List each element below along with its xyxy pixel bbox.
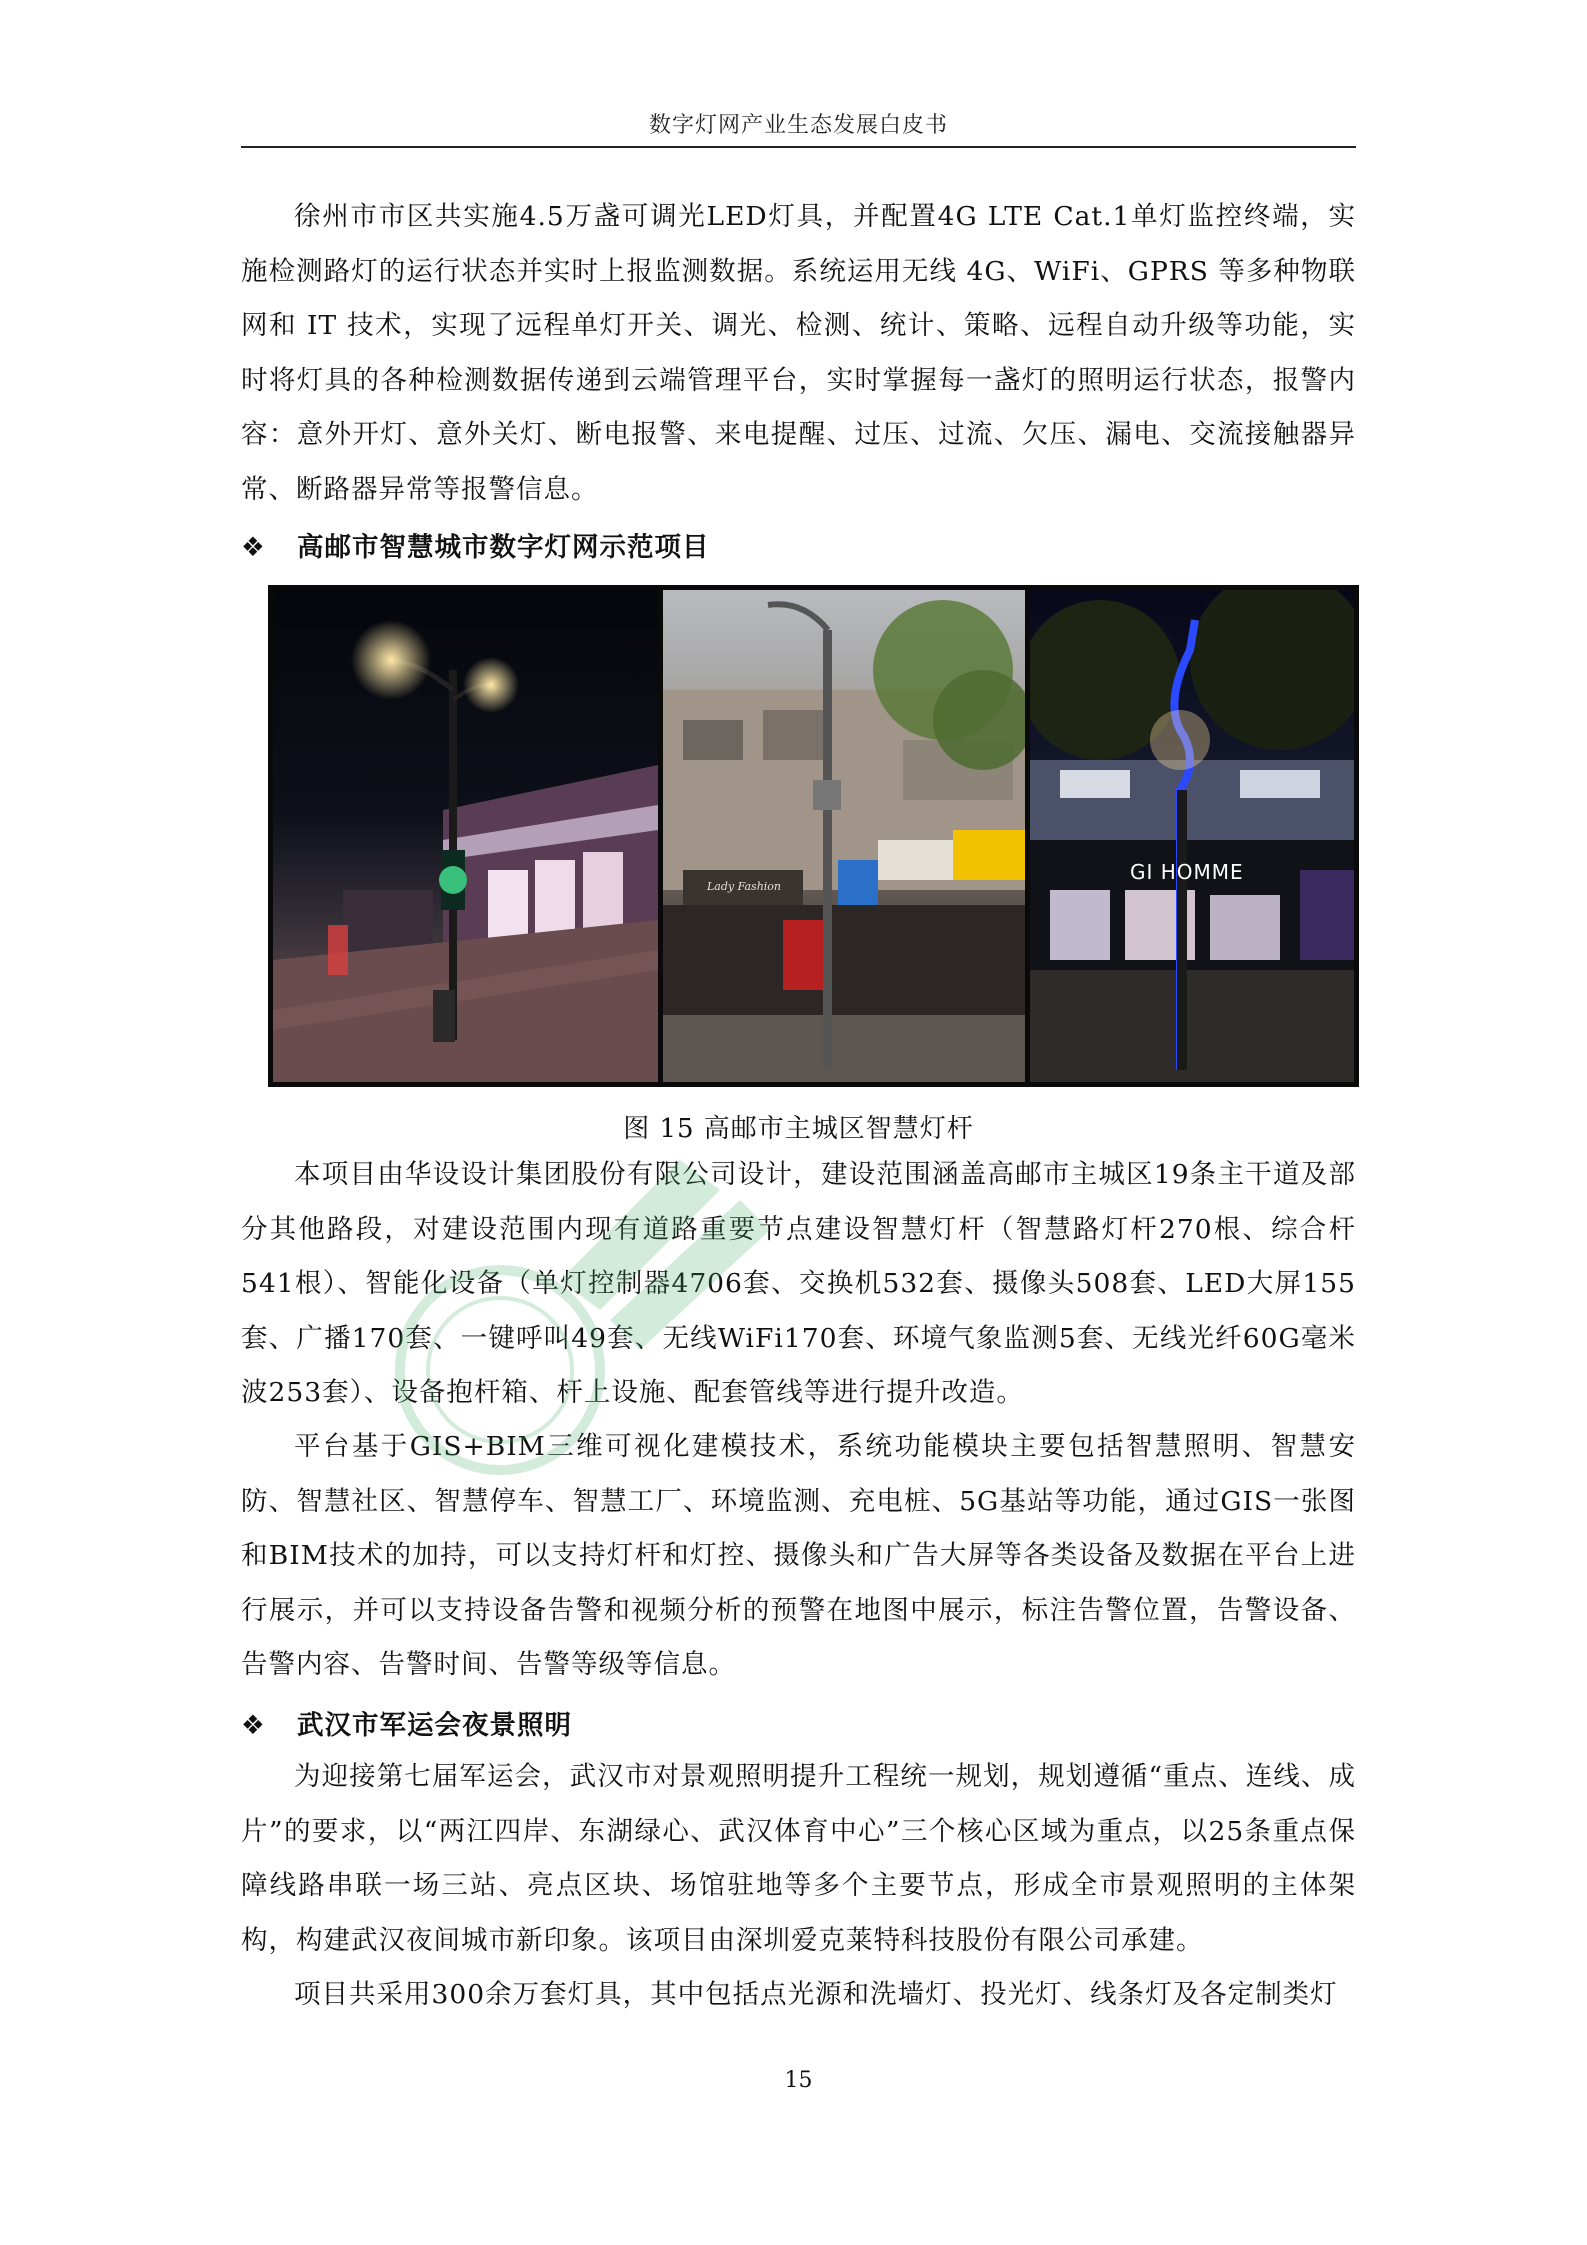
photo-night-street-illustration bbox=[1030, 590, 1354, 1082]
paragraph-wuhan-plan: 为迎接第七届军运会，武汉市对景观照明提升工程统一规划，规划遵循“重点、连线、成片”的要求，以“两江四岸、东湖绿心、武汉体育中心”三个核心区域为重点，以25条重点保障线路串联一场三站、亮点区块、场馆驻地等多个主要节点，形成全市景观照明的主体架构，构建武汉夜间城市新印象。该项目由深圳爱克莱特科技股份有限公司承建。 bbox=[241, 1761, 1356, 1956]
running-header: 数字灯网产业生态发展白皮书 bbox=[648, 113, 948, 138]
figure-smart-poles bbox=[268, 585, 1359, 1087]
paragraph-xuzhou: 徐州市市区共实施4.5万盏可调光LED灯具，并配置4G LTE Cat.1单灯监控终端，实施检测路灯的运行状态并实时上报监测数据。系统运用无线 4G、WiFi、GPRS 等多种物联网和 IT 技术，实现了远程单灯开关、调光、检测、统计、策略、远程自动升级等功能，实时将灯具的各种检测数据传递到云端管理平台，实时掌握每一盏灯的照明运行状态，报警内容：意外开灯、意外关灯、断电报警、来电提醒、过压、过流、欠压、漏电、交流接触器异常、断路器异常等报警信息。 bbox=[241, 201, 1356, 505]
figure-caption: 图 15 高邮市主城区智慧灯杆 bbox=[623, 1114, 974, 1144]
photo-day-street-illustration bbox=[663, 590, 1025, 1082]
header-rule bbox=[241, 146, 1356, 148]
section-heading-wuhan bbox=[241, 1706, 1356, 1746]
paragraph-wuhan-fixtures: 项目共采用300余万套灯具，其中包括点光源和洗墙灯、投光灯、线条灯及各定制类灯 bbox=[294, 1979, 1338, 2010]
section-heading-gaoyou-text: 高邮市智慧城市数字灯网示范项目 bbox=[297, 532, 710, 563]
shop-sign-text: Lady Fashion bbox=[706, 880, 781, 893]
shop-sign-text: GI HOMME bbox=[1130, 860, 1244, 884]
page-number: 15 bbox=[784, 2068, 813, 2093]
paragraph-gaoyou-platform: 平台基于GIS+BIM三维可视化建模技术，系统功能模块主要包括智慧照明、智慧安防、智慧社区、智慧停车、智慧工厂、环境监测、充电桩、5G基站等功能，通过GIS一张图和BIM技术的加持，可以支持灯杆和灯控、摄像头和广告大屏等各类设备及数据在平台上进行展示，并可以支持设备告警和视频分析的预警在地图中展示，标注告警位置，告警设备、告警内容、告警时间、告警等级等信息。 bbox=[241, 1431, 1356, 1680]
section-heading-wuhan-text: 武汉市军运会夜景照明 bbox=[297, 1710, 572, 1741]
photo-day-street bbox=[663, 590, 1025, 1082]
photo-night-plaza-illustration bbox=[273, 590, 658, 1082]
paragraph-gaoyou-scope: 本项目由华设设计集团股份有限公司设计，建设范围涵盖高邮市主城区19条主干道及部分其他路段，对建设范围内现有道路重要节点建设智慧灯杆（智慧路灯杆270根、综合杆541根）、智能化设备（单灯控制器4706套、交换机532套、摄像头508套、LED大屏155套、广播170套、一键呼叫49套、无线WiFi170套、环境气象监测5套、无线光纤60G毫米波253套）、设备抱杆箱、杆上设施、配套管线等进行提升改造。 bbox=[241, 1159, 1356, 1408]
photo-night-street bbox=[1030, 590, 1354, 1082]
section-heading-gaoyou bbox=[241, 528, 1356, 568]
diamond-bullet-icon: ❖ bbox=[241, 532, 266, 563]
photo-night-plaza bbox=[273, 590, 658, 1082]
diamond-bullet-icon: ❖ bbox=[241, 1710, 266, 1741]
